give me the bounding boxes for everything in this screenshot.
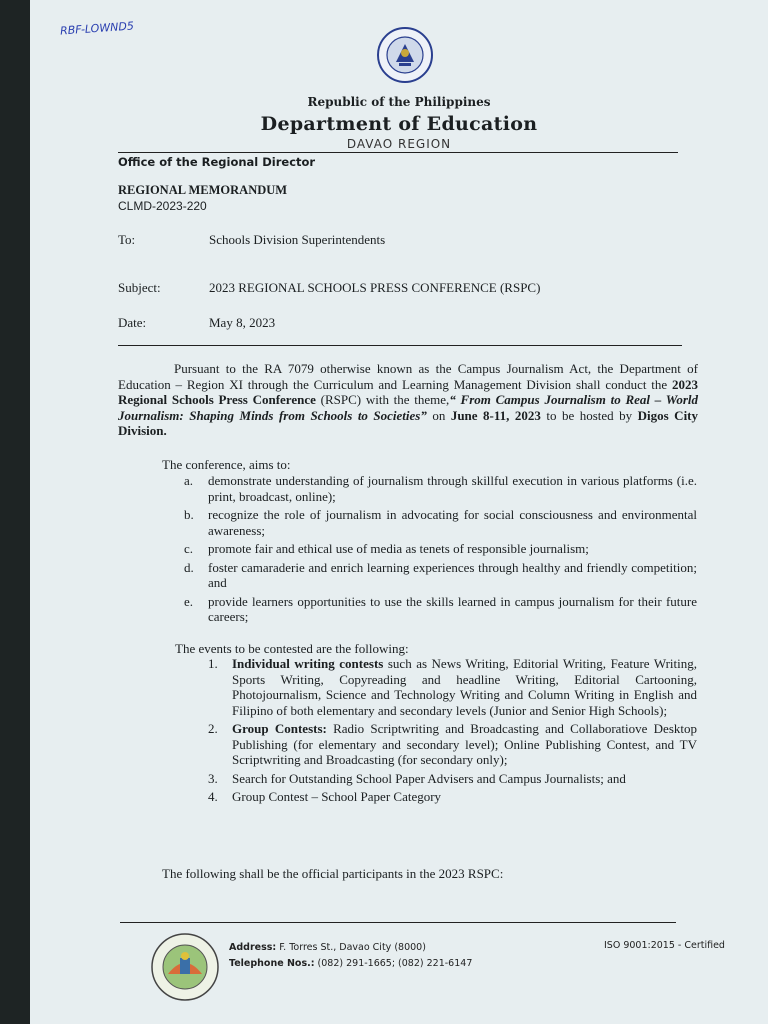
list-item <box>184 593 697 625</box>
office-label: Office of the Regional Director <box>118 155 316 169</box>
list-marker: 3. <box>208 770 218 786</box>
fields-divider <box>118 345 682 346</box>
intro-text: (RSPC) with the theme, <box>315 392 450 407</box>
footer-divider <box>120 922 676 923</box>
list-marker: 2. <box>208 721 218 736</box>
list-text: recognize the role of journalism in advocating for social consciousness and environmental awareness; <box>208 507 697 538</box>
header-divider <box>118 152 678 153</box>
intro-text: Pursuant to the RA 7079 otherwise known as the Campus Journalism Act, the Department of Education – Region XI through the Curriculum and Learning Management Division shall conduct the <box>118 361 698 392</box>
closing-line: The following shall be the official participants in the 2023 RSPC: <box>162 866 504 881</box>
list-item <box>208 770 697 787</box>
field-value: Schools Division Superintendents <box>209 232 386 247</box>
list-text: Search for Outstanding School Paper Advisers and Campus Journalists; and <box>232 770 626 786</box>
list-text: demonstrate understanding of journalism through skillful execution in various platforms (i.e. print, broadcast, online); <box>208 473 697 504</box>
list-item <box>184 473 697 504</box>
list-text: provide learners opportunities to use the skills learned in campus journalism for their future careers; <box>208 593 697 624</box>
intro-text: on <box>426 407 451 423</box>
field-label: Subject: <box>118 280 161 295</box>
list-marker: c. <box>184 541 194 556</box>
list-marker: a. <box>184 473 194 488</box>
field-label: Date: <box>118 315 147 330</box>
event-category: Individual writing contests <box>232 656 384 671</box>
aims-list <box>184 473 697 628</box>
list-item <box>208 656 697 718</box>
host-division: Digos City Division. <box>118 407 699 438</box>
document-page <box>30 0 768 1024</box>
list-item <box>208 721 697 768</box>
aims-intro: The conference, aims to: <box>162 457 291 472</box>
memo-title: REGIONAL MEMORANDUM <box>118 183 288 197</box>
events-list <box>208 656 697 808</box>
list-marker: d. <box>184 559 194 575</box>
deped-seal-icon <box>376 26 434 84</box>
events-intro: The events to be contested are the following: <box>175 641 409 656</box>
list-marker: 4. <box>208 789 218 804</box>
list-marker: 1. <box>208 656 218 671</box>
list-item <box>184 559 697 591</box>
iso-certification: ISO 9001:2015 - Certified <box>604 940 725 951</box>
list-marker: e. <box>184 593 194 609</box>
list-text: promote fair and ethical use of media as tenets of responsible journalism; <box>208 541 589 556</box>
event-name: 2023 Regional Schools Press Conference <box>118 376 698 407</box>
handwritten-note: RBF-LOWND5 <box>59 19 135 38</box>
intro-text: to be hosted by <box>540 407 638 423</box>
list-text: Radio Scriptwriting and Broadcasting and Collaboratiove Desktop Publishing (for elementary and secondary level); Online Publishing Contest, and TV Scriptwriting and Broadcasting (for secondary only); <box>232 721 697 767</box>
address-value: F. Torres St., Davao City (8000) <box>276 942 426 953</box>
department-heading: Department of Education <box>260 113 538 135</box>
field-label: To: <box>118 232 136 247</box>
list-item <box>208 789 697 805</box>
memo-number: CLMD-2023-220 <box>118 199 207 213</box>
list-text: Group Contest – School Paper Category <box>232 789 442 804</box>
list-text: such as News Writing, Editorial Writing, Feature Writing, Sports Writing, Copyreading and headline Writing, Editorial Cartooning, Photojournalism, Science and Technology Writing and Column Writing in English and Filipino of both elementary and secondary levels (Junior and Senior High Schools); <box>232 656 697 718</box>
regional-office-seal-icon <box>150 932 220 1002</box>
event-category: Group Contests: <box>232 721 327 736</box>
event-dates: June 8-11, 2023 <box>450 407 541 423</box>
field-value: May 8, 2023 <box>209 315 276 330</box>
list-marker: b. <box>184 507 194 522</box>
intro-paragraph <box>118 361 698 439</box>
field-value: 2023 REGIONAL SCHOOLS PRESS CONFERENCE (RSPC) <box>209 280 541 295</box>
theme-text: “ From Campus Journalism to Real – World Journalism: Shaping Minds from Schools to Societies” <box>118 392 698 423</box>
address-label: Address: <box>229 942 277 953</box>
phone-value: (082) 291-1665; (082) 221-6147 <box>314 958 473 969</box>
republic-heading: Republic of the Philippines <box>307 95 491 109</box>
list-text: foster camaraderie and enrich learning experiences through healthy and friendly competition; and <box>208 559 697 590</box>
list-item <box>184 541 697 557</box>
footer-contact <box>229 940 472 972</box>
list-item <box>184 507 697 538</box>
region-heading: DAVAO REGION <box>346 137 452 151</box>
phone-label: Telephone Nos.: <box>229 958 315 969</box>
